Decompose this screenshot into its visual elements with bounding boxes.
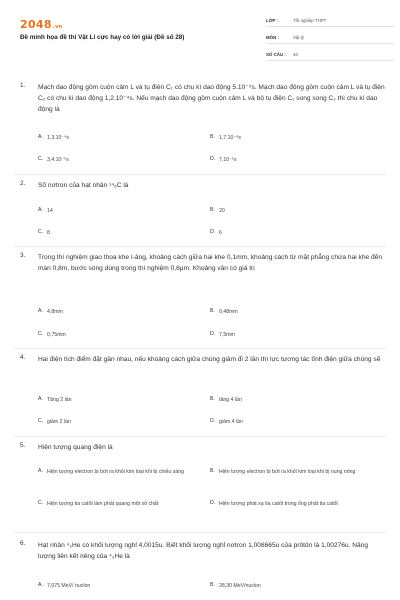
question-text: Hiện tượng quang điện là (38, 444, 113, 451)
option-c[interactable] (38, 229, 50, 237)
question-4 (14, 354, 386, 365)
question-5 (14, 442, 386, 453)
option-letter: B. (210, 396, 215, 402)
meta-row-subject (266, 31, 394, 44)
option-text: Hiện tượng electron bị bứt ra khỏi kim loại khi bị nung nóng (219, 469, 356, 475)
question-number: 2. (20, 180, 26, 187)
option-b[interactable] (210, 468, 370, 476)
option-c[interactable] (38, 331, 66, 339)
option-b[interactable] (210, 308, 238, 316)
meta-label: MÔN : (266, 34, 279, 40)
option-letter: B. (210, 134, 215, 140)
logo-suffix: .vn (52, 24, 63, 30)
option-a[interactable] (38, 468, 198, 476)
option-d[interactable] (210, 331, 235, 339)
option-text: 14 (47, 208, 53, 214)
meta-row-count (266, 48, 394, 61)
option-letter: A. (38, 134, 43, 140)
meta-row-class (266, 14, 394, 27)
option-b[interactable] (210, 582, 261, 590)
question-text: Hạt nhân ⁴₂He có khối lượng nghỉ 4,0015u. Biết khối lượng nghỉ nơtron 1,008665u của prôtôn là 1,00276u. Năng lượng liên kết riêng của ⁴₂He là (38, 542, 368, 561)
question-text: Hai điện tích điểm đặt gần nhau, nếu khoảng cách giữa chúng giảm đi 2 lần thì lực tương tác tĩnh điện giữa chúng sẽ (38, 356, 381, 363)
question-number: 5. (20, 442, 26, 449)
option-a[interactable] (38, 396, 72, 404)
option-letter: C. (38, 229, 44, 235)
option-d[interactable] (210, 156, 237, 164)
question-number: 4. (20, 354, 26, 361)
option-b[interactable] (210, 207, 225, 215)
option-text: tăng 4 lần (219, 397, 242, 403)
option-c[interactable] (38, 156, 69, 164)
option-letter: A. (38, 582, 43, 588)
option-text: 3,4.10⁻⁵s (47, 157, 69, 163)
question-3 (14, 252, 386, 274)
option-text: 1,7.10⁻⁴s (219, 135, 241, 141)
option-c[interactable] (38, 500, 198, 508)
option-letter: C. (38, 156, 44, 162)
question-number: 6. (20, 540, 26, 547)
meta-value: 40 (293, 51, 298, 57)
option-text: 28,30 MeV/nuclon (219, 583, 261, 589)
option-letter: B. (210, 468, 215, 474)
option-d[interactable] (210, 418, 243, 426)
option-letter: D. (210, 418, 216, 424)
meta-value: Vật lý (293, 34, 304, 40)
option-text: 20 (219, 208, 225, 214)
divider (14, 246, 386, 247)
option-letter: D. (210, 500, 216, 506)
meta-label: SỐ CÂU : (266, 51, 286, 57)
option-text: 1,3.10⁻⁴s (47, 135, 69, 141)
option-text: 4,8mm (47, 309, 63, 315)
option-letter: B. (210, 582, 215, 588)
question-2 (14, 180, 386, 191)
option-d[interactable] (210, 500, 370, 508)
option-text: giảm 4 lần (219, 419, 243, 425)
question-number: 1. (20, 82, 26, 89)
option-letter: A. (38, 308, 43, 314)
divider (14, 348, 386, 349)
divider (14, 436, 386, 437)
exam-title: Đề minh họa đề thi Vật Lí cực hay có lời giải (Đề số 28) (20, 34, 185, 41)
option-text: giảm 2 lần (47, 419, 71, 425)
option-a[interactable] (38, 134, 69, 142)
meta-value: Tốt nghiệp THPT (293, 17, 327, 23)
option-letter: D. (210, 229, 216, 235)
option-text: 0,48mm (219, 309, 238, 315)
question-number: 3. (20, 252, 26, 259)
option-letter: B. (210, 207, 215, 213)
option-letter: A. (38, 207, 43, 213)
exam-meta (266, 14, 394, 65)
option-letter: C. (38, 331, 44, 337)
option-letter: D. (210, 331, 216, 337)
option-letter: A. (38, 468, 43, 474)
logo-main: 2048 (20, 18, 52, 31)
option-d[interactable] (210, 229, 222, 237)
option-b[interactable] (210, 134, 241, 142)
option-text: Tăng 2 lần (47, 397, 72, 403)
option-b[interactable] (210, 396, 242, 404)
meta-label: LỚP : (266, 17, 278, 23)
divider (14, 532, 386, 533)
site-logo[interactable] (20, 18, 62, 31)
option-text: Hiện tượng phát xạ tia catốt trong ống phát tia catốt (219, 501, 338, 507)
option-text: Hiện tượng electron bị bứt ra khỏi kim loại khi bị chiếu sáng (47, 469, 184, 475)
option-letter: B. (210, 308, 215, 314)
option-text: 0,75mm (47, 332, 66, 338)
option-letter: C. (38, 418, 44, 424)
option-text: 7.10⁻⁵s (219, 157, 237, 163)
option-text: 7,5mm (219, 332, 235, 338)
option-text: 6 (219, 230, 222, 236)
question-text: Số nơtron của hạt nhân ¹⁴₆C là (38, 182, 129, 189)
question-text: Trong thí nghiệm giao thoa khe I-âng, khoảng cách giữa hai khe 0,1mm, khoảng cách từ mặt phẳng chứa hai khe đến màn 0,8m, bước sóng dùng trong thí nghiệm 0,6μm. Khoảng vân có giá trị (38, 254, 382, 273)
question-6 (14, 540, 386, 562)
option-a[interactable] (38, 308, 63, 316)
option-letter: D. (210, 156, 216, 162)
option-letter: A. (38, 396, 43, 402)
question-text: Mạch dao động gồm cuộn cảm L và tụ điện C₁ có chu kì dao động 5.10⁻⁵s. Mạch dao động gồm cuộn cảm L và tụ điện C₂ có chu kì dao động 1,2.10⁻⁴s. Nếu mạch dao động gồm cuộn cảm L và bộ tụ điện C₁ song song C₂ thì chu kì dao động là (38, 84, 385, 114)
page-header (14, 0, 386, 66)
option-text: 7,075 MeV/ nuclon (47, 583, 91, 589)
option-letter: C. (38, 500, 44, 506)
option-c[interactable] (38, 418, 71, 426)
divider (14, 174, 386, 175)
option-a[interactable] (38, 207, 53, 215)
option-a[interactable] (38, 582, 90, 590)
option-text: 8 (47, 230, 50, 236)
question-1 (14, 82, 386, 116)
option-text: Hiện tượng tia catốt làm phát quang một số chất (47, 501, 159, 507)
